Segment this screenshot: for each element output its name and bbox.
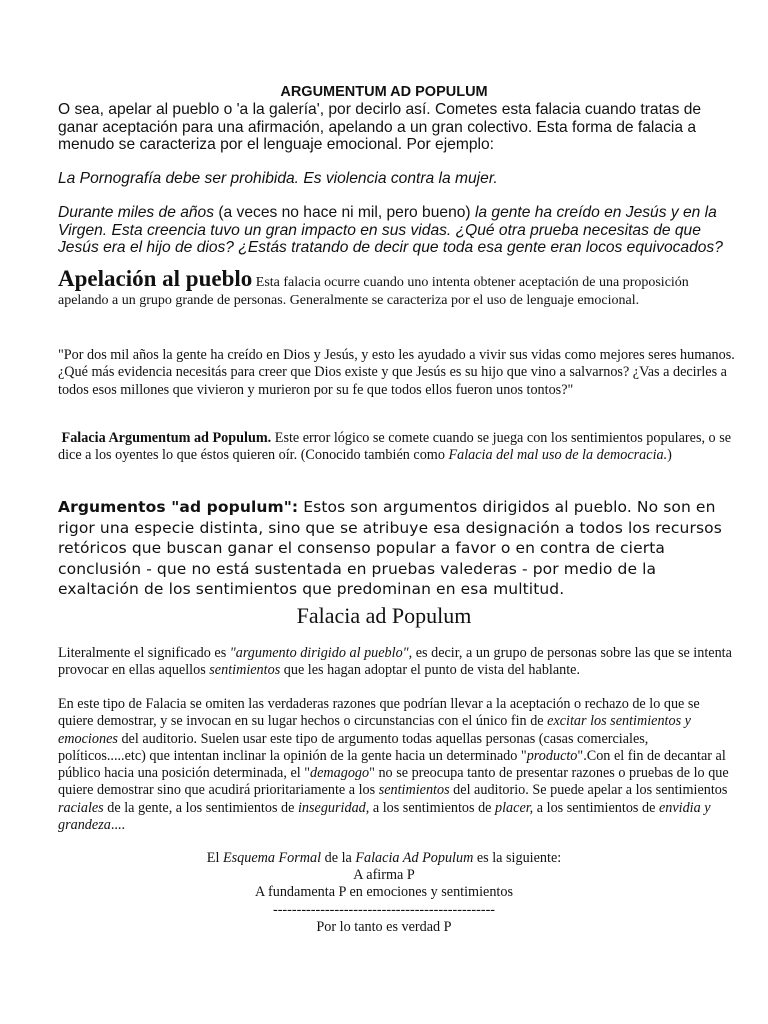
heading-argumentum: ARGUMENTUM AD POPULUM bbox=[280, 84, 488, 100]
paragraph-literalmente: Literalmente el significado es "argumento dirigido al pueblo", es decir, a un grupo de personas sobre las que se intenta provocar en ellas aquellos sentimientos que les hagan adoptar el punto de vista del hablante. bbox=[58, 645, 732, 679]
paragraph-argumentos: Argumentos "ad populum": Estos son argumentos dirigidos al pueblo. No son en rigor una especie distinta, sino que se atribuye esa designación a todos los recursos retóricos que buscan ganar el consenso popular a favor o en contra de cierta conclusión - que no está sustentada en pruebas valederas - por medio de la exaltación de los sentimientos que predominan en esa multitud. bbox=[58, 498, 722, 598]
paragraph-falacia-argumentum: Falacia Argumentum ad Populum. Este error lógico se comete cuando se juega con los sentimientos populares, o se dice a los oyentes lo que éstos quieren oír. (Conocido también como Falacia del mal uso de la democracia.) bbox=[58, 430, 732, 464]
scheme-premise-1: A afirma P bbox=[353, 867, 415, 884]
scheme-intro: El Esquema Formal de la Falacia Ad Populum es la siguiente: bbox=[206, 850, 562, 866]
paragraph-tipo-falacia: En este tipo de Falacia se omiten las verdaderas razones que podrían llevar a la aceptación o rechazo de lo que se quiere demostrar, y se invocan en su lugar hechos o circunstancias con el único fin de excitar los sentimientos y emociones del auditorio. Suelen usar este tipo de argumento todas aquellas personas (casas comerciales, políticos.....etc) que intentan inclinar la opinión de la gente hacia un determinado "producto".Con el fin de decantar al público hacia una posición determinada, el "demagogo" no se preocupa tanto de presentar razones o pruebas de lo que quiere demostrar sino que acudirá prioritariamente a los sentimientos del auditorio. Se puede apelar a los sentimientos raciales de la gente, a los sentimientos de inseguridad, a los sentimientos de placer, a los sentimientos de envidia y grandeza.... bbox=[58, 696, 729, 834]
paragraph-apelacion: Apelación al pueblo Esta falacia ocurre cuando uno intenta obtener aceptación de una proposición apelando a un grupo grande de personas. Generalmente se caracteriza por el uso de lenguaje emocional. bbox=[58, 266, 689, 308]
quote-dios: "Por dos mil años la gente ha creído en Dios y Jesús, y esto les ayudado a vivir sus vidas como mejores seres humanos. ¿Qué más evidencia necesitás para creer que Dios existe y que Jesús es su hijo que vino a salvarnos? ¿Vas a decirles a todos esos millones que vivieron y murieron por su fe que todos ellos fueron unos tontos?" bbox=[58, 347, 735, 398]
scheme-divider: ----------------------------------------------- bbox=[272, 901, 496, 918]
scheme-conclusion: Por lo tanto es verdad P bbox=[316, 918, 452, 935]
paragraph-intro: O sea, apelar al pueblo o 'a la galería', por decirlo así. Cometes esta falacia cuando tratas de ganar aceptación para una afirmación, apelando a un gran colectivo. Esta forma de falacia a menudo se caracteriza por el lenguaje emocional. Por ejemplo: bbox=[58, 101, 702, 153]
example-jesus: Durante miles de años (a veces no hace ni mil, pero bueno) la gente ha creído en Jesús y en la Virgen. Esta creencia tuvo un gran impacto en sus vidas. ¿Qué otra prueba necesitas de que Jesús era el hijo de dios? ¿Estás tratando de decir que toda esa gente eran locos equivocados? bbox=[58, 204, 723, 256]
formal-scheme bbox=[0, 850, 768, 936]
heading-apelacion: Apelación al pueblo bbox=[58, 266, 253, 291]
example-pornografia: La Pornografía debe ser prohibida. Es violencia contra la mujer. bbox=[58, 170, 498, 187]
scheme-premise-2: A fundamenta P en emociones y sentimientos bbox=[255, 884, 513, 901]
heading-falacia-ad-populum: Falacia ad Populum bbox=[296, 603, 472, 628]
